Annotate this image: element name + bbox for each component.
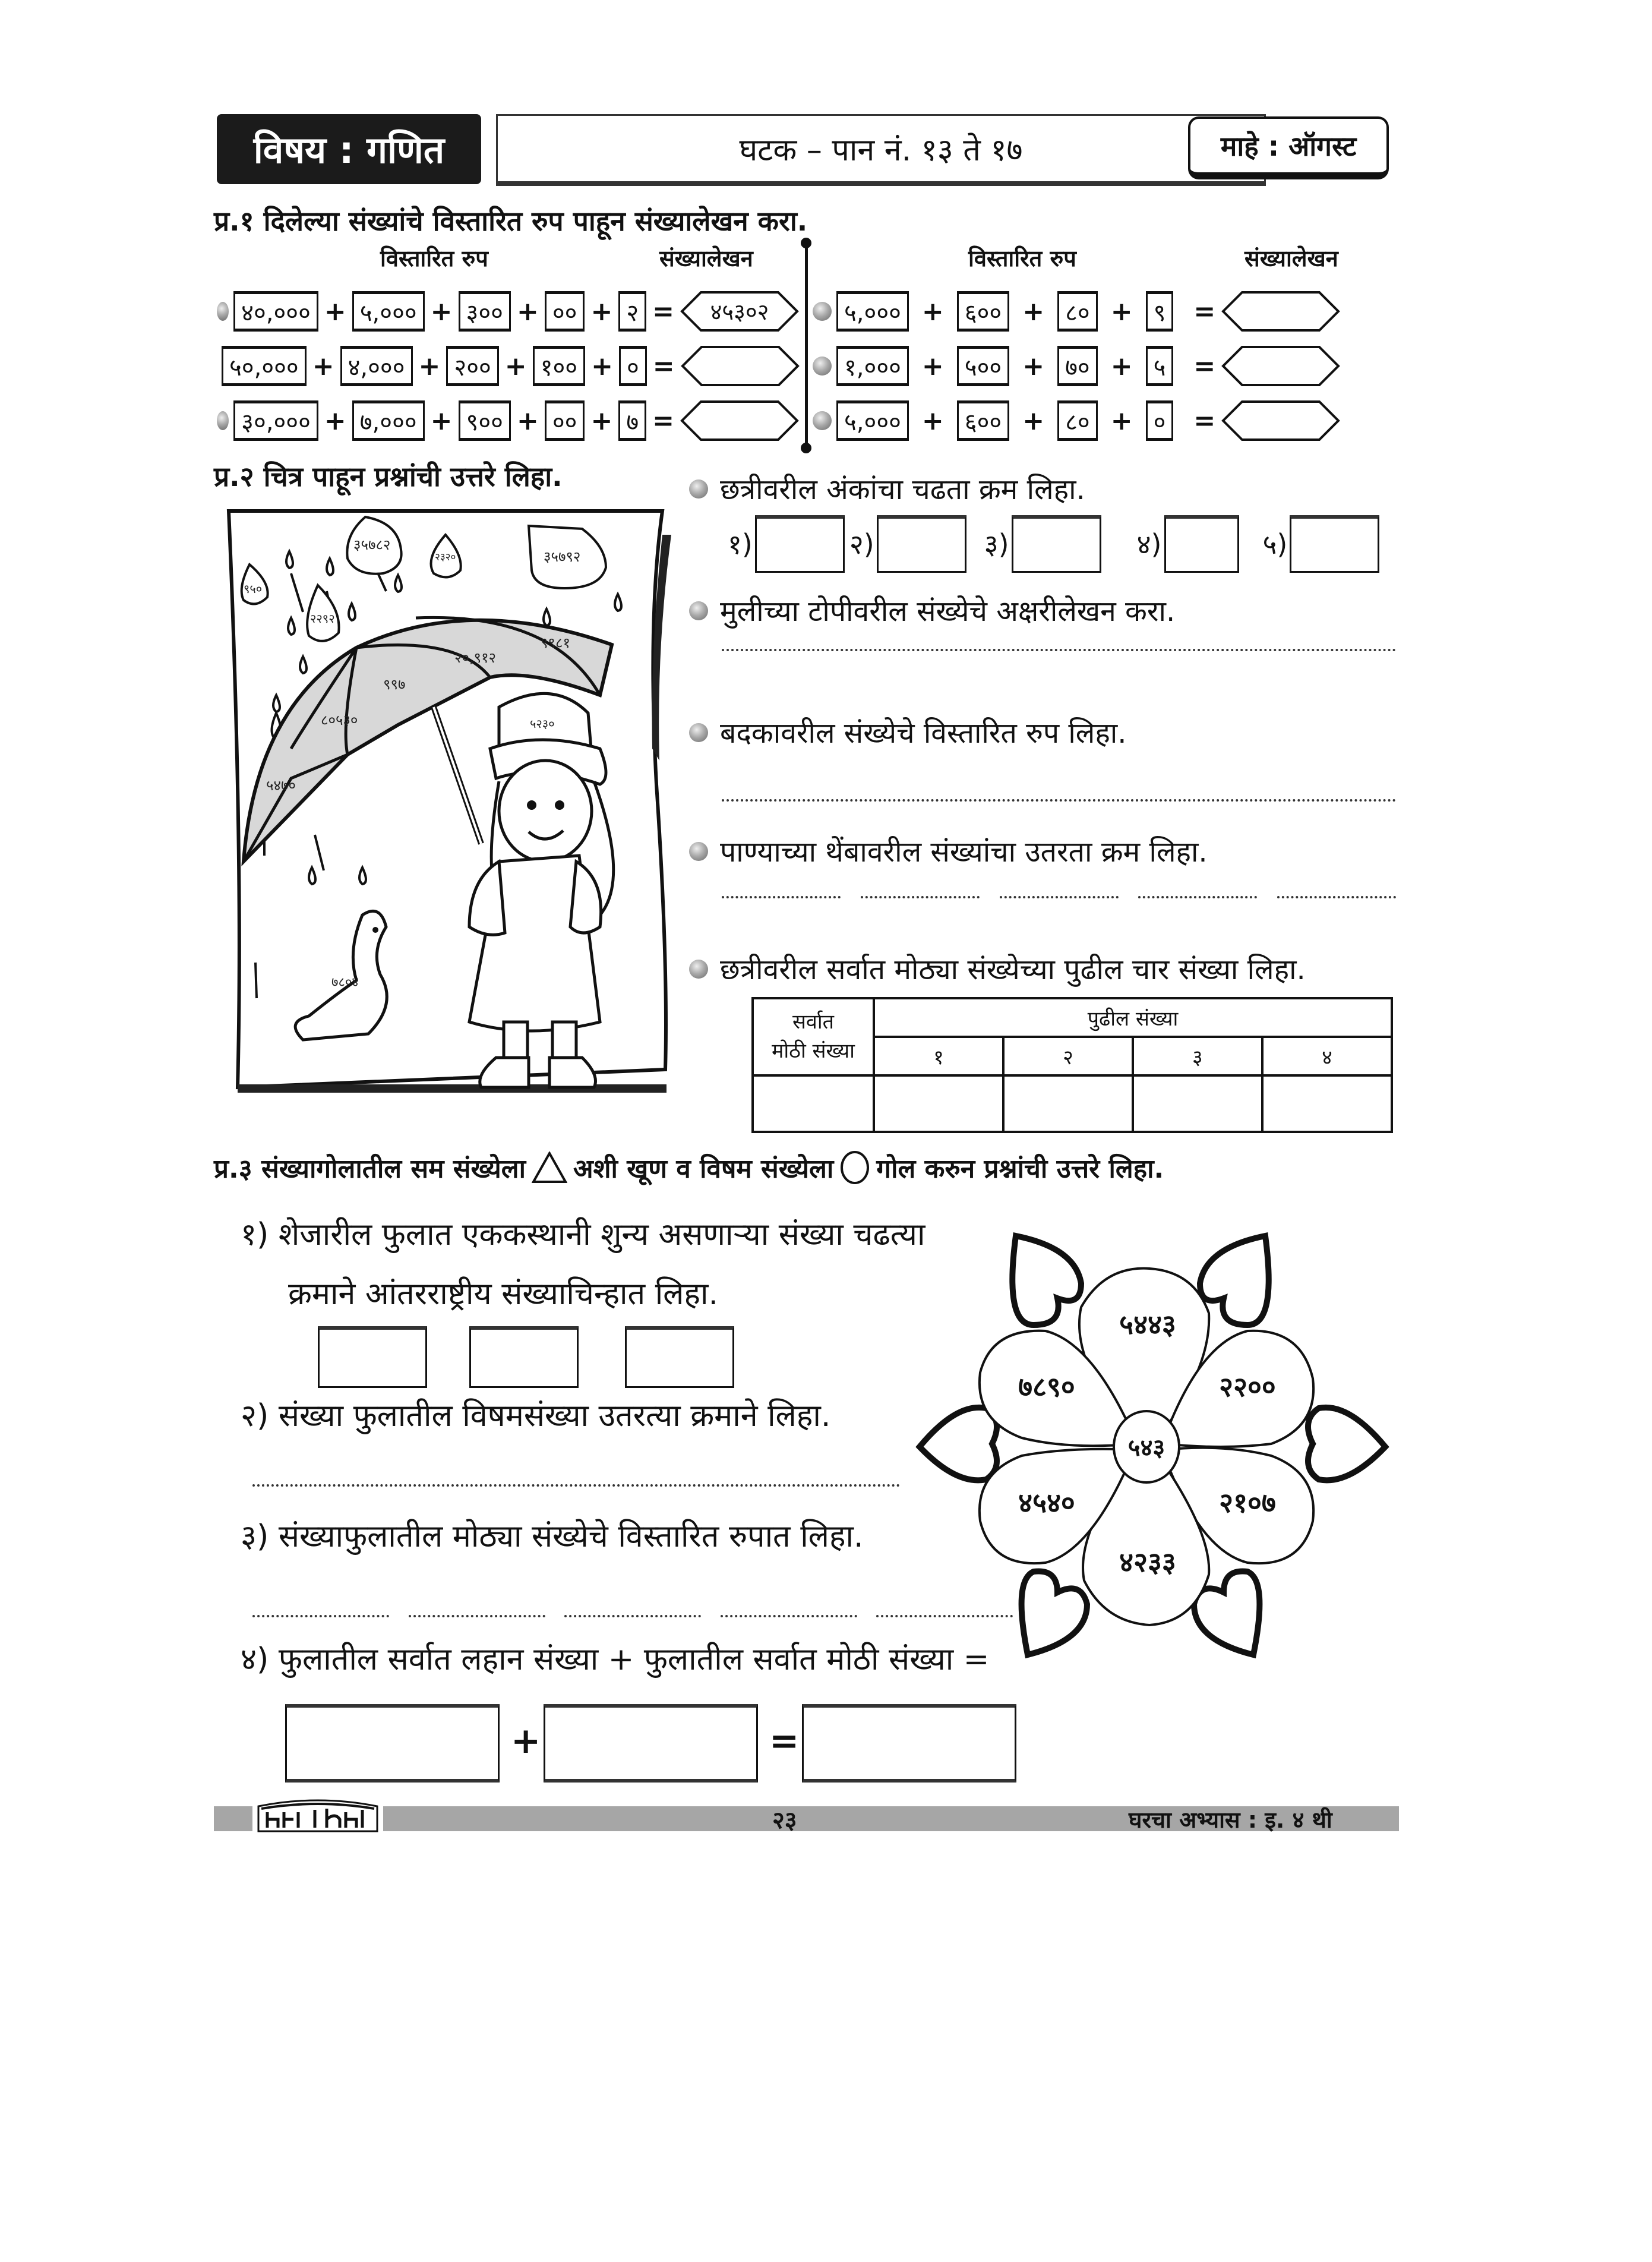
hat-number-words-answer-line[interactable] (722, 649, 1396, 651)
q2-item-3-text: बदकावरील संख्येचे विस्तारित रुप लिहा. (720, 717, 1127, 750)
circle-icon (839, 1150, 870, 1185)
picture-svg (220, 499, 671, 1096)
numeral-answer-hexagon[interactable] (680, 291, 799, 332)
plus-sign: + (921, 296, 944, 327)
expanded-part-box: ०० (545, 291, 585, 332)
largest-number-header-line2: मोठी संख्या (772, 1039, 855, 1063)
q1-left-row (217, 393, 799, 448)
order-label-5: ५) (1262, 528, 1288, 560)
q1-right-col-numeral-header: संख्यालेखन (1244, 245, 1338, 272)
numeral-answer-hexagon[interactable] (680, 400, 799, 441)
next-number-header-1: १ (874, 1037, 1003, 1075)
q1-column-divider (805, 241, 808, 452)
q3-sub3: ३) संख्याफुलातील मोठ्या संख्येचे विस्तारित रुपात लिहा. (241, 1519, 864, 1554)
drop-label-4: ९५० (244, 582, 263, 596)
descending-answer-line-3[interactable] (1000, 896, 1119, 898)
expanded-form-answer-lines (252, 1615, 1013, 1617)
plus-sign: + (1022, 296, 1045, 327)
bullet-icon (217, 302, 229, 321)
q2-title: प्र.२ चित्र पाहून प्रश्नांची उत्तरे लिहा. (214, 460, 563, 493)
expanded-part-box: १,००० (836, 346, 909, 386)
q2-item-1 (689, 469, 1085, 508)
plus-sign: + (1110, 351, 1133, 381)
bullet-icon (689, 960, 708, 979)
bullet-icon (813, 411, 832, 430)
expanded-part-box: ८० (1057, 291, 1098, 332)
intl-numeral-answer-box-2[interactable] (469, 1326, 579, 1388)
equals-sign: = (1193, 296, 1216, 327)
next-number-answer-cell-4[interactable] (1262, 1075, 1392, 1132)
plus-sign: + (430, 405, 453, 436)
descending-answer-line-1[interactable] (722, 896, 841, 898)
plus-sign: + (1022, 351, 1045, 381)
expanded-part-box: ६०० (957, 291, 1009, 332)
descending-answer-line-2[interactable] (861, 896, 980, 898)
bullet-icon (217, 411, 229, 430)
paper-bottom-shadow (238, 1084, 667, 1093)
q2-item-2 (689, 591, 1175, 630)
equals-sign: = (652, 296, 674, 327)
order-answer-box-5[interactable] (1290, 515, 1379, 573)
umbrella-label-5: ५४७० (266, 777, 296, 794)
order-label-2: २) (849, 528, 874, 560)
q1-left-rows (217, 284, 799, 448)
q3-sub1-line1: १) शेजारील फुलात एककस्थानी शुन्य असणाऱ्या संख्या चढत्या (241, 1217, 926, 1253)
plus-sign: + (590, 405, 613, 436)
descending-order-answer-lines (722, 896, 1396, 898)
plus-sign: + (324, 296, 346, 327)
equals-sign: = (1193, 351, 1216, 381)
numeral-answer-text: ४५३०२ (710, 299, 769, 325)
plus-sign: + (312, 351, 334, 381)
q1-right-row (813, 339, 1398, 393)
drop-label-3: ३५७९२ (544, 548, 581, 565)
next-number-header-4: ४ (1262, 1037, 1392, 1075)
duck-eye (372, 927, 378, 933)
rain-girl-picture (220, 499, 671, 1096)
drop-label-2: २३२० (435, 551, 456, 563)
petal-label-upper-right: २२०० (1219, 1371, 1276, 1403)
expanded-answer-line-1[interactable] (252, 1615, 389, 1617)
q2-item-2-text: मुलीच्या टोपीवरील संख्येचे अक्षरीलेखन करा. (720, 595, 1176, 628)
q1-right-row (813, 393, 1398, 448)
girl-eye-right (555, 800, 564, 810)
subject-banner (217, 114, 481, 184)
expanded-part-box: ३०,००० (233, 400, 318, 441)
next-number-header-3: ३ (1133, 1037, 1262, 1075)
publisher-logo (252, 1794, 383, 1836)
next-number-answer-cell-1[interactable] (874, 1075, 1003, 1132)
q1-right-col-expanded-header: विस्तारित रुप (968, 245, 1076, 272)
descending-answer-line-5[interactable] (1277, 896, 1396, 898)
bullet-icon (813, 357, 832, 376)
expanded-part-box: ५०० (957, 346, 1009, 386)
largest-number-answer-cell[interactable] (753, 1075, 874, 1132)
odd-numbers-answer-line[interactable] (252, 1484, 900, 1487)
next-numbers-table (751, 997, 1393, 1133)
next-number-header-2: २ (1003, 1037, 1133, 1075)
q2-item-5 (689, 949, 1306, 988)
plus-sign: + (516, 296, 539, 327)
umbrella-label-3: ९९७ (383, 676, 406, 693)
q3-sub1-line2: क्रमाने आंतरराष्ट्रीय संख्याचिन्हात लिहा. (288, 1276, 719, 1312)
petal-label-lower-left: ४५४० (1018, 1487, 1075, 1519)
sum-plus-sign: + (511, 1720, 541, 1762)
q2-item-4-text: पाण्याच्या थेंबावरील संख्यांचा उतरता क्रम लिहा. (720, 835, 1208, 869)
q2-item-4 (689, 832, 1208, 870)
page-number: २३ (772, 1807, 797, 1834)
intl-numeral-answer-box-3[interactable] (625, 1326, 734, 1388)
drop-label-1: ३५७८२ (353, 537, 391, 553)
q1-right-row (813, 284, 1398, 339)
expanded-part-box: ५,००० (352, 291, 425, 332)
petal-label-bottom: ४२३३ (1119, 1546, 1176, 1578)
girl-eye-left (527, 800, 536, 810)
next-number-answer-cell-3[interactable] (1133, 1075, 1262, 1132)
order-label-1: १) (728, 528, 753, 560)
expanded-part-box: ३०० (459, 291, 511, 332)
plus-sign: + (324, 405, 346, 436)
numeral-answer-hexagon[interactable] (1221, 400, 1340, 441)
expanded-part-box: ५,००० (836, 291, 909, 332)
plus-sign: + (921, 405, 944, 436)
sum-result-answer-box[interactable] (802, 1704, 1016, 1783)
expanded-part-box: ७ (618, 400, 646, 441)
expanded-part-box: ४,००० (340, 346, 413, 386)
duck-label: ७८०४ (331, 975, 359, 990)
expanded-part-box: ५ (1146, 346, 1174, 386)
plus-sign: + (430, 296, 453, 327)
plus-sign: + (591, 351, 613, 381)
plus-sign: + (418, 351, 441, 381)
month-badge (1188, 116, 1389, 179)
hat-label: ५२३० (530, 717, 555, 731)
drop-label-5: २२९२ (310, 611, 335, 626)
expanded-part-box: ६०० (957, 400, 1009, 441)
order-answer-box-1[interactable] (755, 515, 845, 573)
expanded-part-box: २०० (446, 346, 498, 386)
petal-label-top: ५४४३ (1119, 1308, 1176, 1340)
unit-pages-banner (496, 114, 1266, 186)
expanded-answer-line-3[interactable] (564, 1615, 701, 1617)
plus-sign: + (504, 351, 527, 381)
order-answer-box-3[interactable] (1012, 515, 1101, 573)
numeral-answer-hexagon[interactable] (1221, 345, 1340, 387)
q1-left-row (217, 284, 799, 339)
umbrella-label-2: २०,९१२ (454, 649, 497, 666)
q3-title-part2: अशी खूण व विषम संख्येला (573, 1154, 834, 1184)
number-flower (915, 1212, 1390, 1676)
bullet-icon (689, 479, 708, 499)
next-numbers-group-header: पुढील संख्या (874, 998, 1392, 1037)
equals-sign: = (652, 351, 675, 381)
expanded-part-box: ५०,००० (222, 346, 307, 386)
q1-title: प्र.१ दिलेल्या संख्यांचे विस्तारित रुप पाहून संख्यालेखन करा. (214, 205, 808, 237)
expanded-part-box: ७,००० (352, 400, 425, 441)
footer-homework-label: घरचा अभ्यास : इ. ४ थी (1129, 1807, 1332, 1833)
expanded-answer-line-2[interactable] (409, 1615, 545, 1617)
umbrella-label-4: ८०५३० (321, 712, 358, 728)
descending-answer-line-4[interactable] (1138, 896, 1257, 898)
q1-left-col-numeral-header: संख्यालेखन (659, 245, 753, 272)
plus-sign: + (516, 405, 539, 436)
petal-label-upper-left: ७८९० (1018, 1371, 1075, 1403)
q2-item-5-text: छत्रीवरील सर्वात मोठ्या संख्येच्या पुढील चार संख्या लिहा. (720, 953, 1306, 986)
smallest-number-answer-box[interactable] (285, 1704, 500, 1783)
plus-sign: + (1110, 296, 1133, 327)
numeral-answer-text (1221, 291, 1340, 332)
order-label-3: ३) (984, 528, 1009, 560)
q2-item-3 (689, 713, 1127, 752)
petal-label-lower-right: २१०७ (1219, 1487, 1276, 1519)
flower-center-label: ५४३ (1127, 1434, 1165, 1462)
q3-sub4: ४) फुलातील सर्वात लहान संख्या + फुलातील सर्वात मोठी संख्या = (241, 1642, 990, 1677)
q1-right-rows (813, 284, 1398, 448)
largest-number-header-line1: सर्वात (792, 1009, 835, 1034)
expanded-part-box: ४०,००० (233, 291, 318, 332)
numeral-answer-hexagon[interactable] (1221, 291, 1340, 332)
equals-sign: = (1193, 405, 1216, 436)
order-answer-box-4[interactable] (1164, 515, 1239, 573)
plus-sign: + (921, 351, 944, 381)
bullet-icon (689, 601, 708, 620)
order-label-4: ४) (1136, 528, 1162, 560)
plus-sign: + (1022, 405, 1045, 436)
expanded-part-box: ७० (1057, 346, 1098, 386)
q3-sub2: २) संख्या फुलातील विषमसंख्या उतरत्या क्रमाने लिहा. (241, 1398, 831, 1434)
plus-sign: + (590, 296, 613, 327)
largest-number-answer-box[interactable] (544, 1704, 758, 1783)
numeral-answer-text (680, 400, 799, 441)
expanded-part-box: ८० (1057, 400, 1098, 441)
unit-pages-text: घटक – पान नं. १३ ते १७ (739, 132, 1023, 168)
numeral-answer-text (1221, 345, 1340, 387)
q2-item-1-text: छत्रीवरील अंकांचा चढता क्रम लिहा. (720, 473, 1085, 506)
q3-title-part1: प्र.३ संख्यागोलातील सम संख्येला (214, 1154, 526, 1184)
number-flower-svg (915, 1212, 1390, 1676)
expanded-answer-line-4[interactable] (721, 1615, 857, 1617)
expanded-part-box: ९०० (459, 400, 511, 441)
q1-left-col-expanded-header: विस्तारित रुप (380, 245, 488, 272)
expanded-part-box: ०० (545, 400, 585, 441)
subject-text: विषय : गणित (253, 128, 445, 172)
expanded-part-box: ९ (1146, 291, 1174, 332)
q1-left-row (217, 339, 799, 393)
numeral-answer-hexagon[interactable] (681, 345, 800, 387)
expanded-part-box: २ (618, 291, 646, 332)
equals-sign: = (652, 405, 674, 436)
numeral-answer-text (681, 345, 800, 387)
bullet-icon (689, 842, 708, 861)
intl-numeral-answer-box-1[interactable] (318, 1326, 427, 1388)
bullet-icon (689, 723, 708, 742)
umbrella-label-1: ९९८१ (541, 635, 570, 651)
triangle-icon (532, 1151, 567, 1184)
sum-equals-sign: = (769, 1720, 800, 1762)
q3-title (214, 1150, 1164, 1185)
expanded-part-box: ५,००० (836, 400, 909, 441)
numeral-answer-text (1221, 400, 1340, 441)
order-answer-box-2[interactable] (877, 515, 966, 573)
bullet-icon (813, 302, 832, 321)
expanded-part-box: १०० (533, 346, 585, 386)
next-number-answer-cell-2[interactable] (1003, 1075, 1133, 1132)
logo-svg (255, 1796, 380, 1835)
month-text: माहे : ऑगस्ट (1220, 130, 1357, 162)
expanded-part-box: ० (619, 346, 647, 386)
duck-expanded-form-answer-line[interactable] (722, 799, 1396, 802)
expanded-part-box: ० (1146, 400, 1174, 441)
ascending-order-boxes (728, 517, 1393, 570)
q3-title-part3: गोल करुन प्रश्नांची उत्तरे लिहा. (876, 1154, 1164, 1184)
divider-dot-bottom (801, 443, 811, 453)
plus-sign: + (1110, 405, 1133, 436)
largest-number-header (753, 998, 874, 1075)
